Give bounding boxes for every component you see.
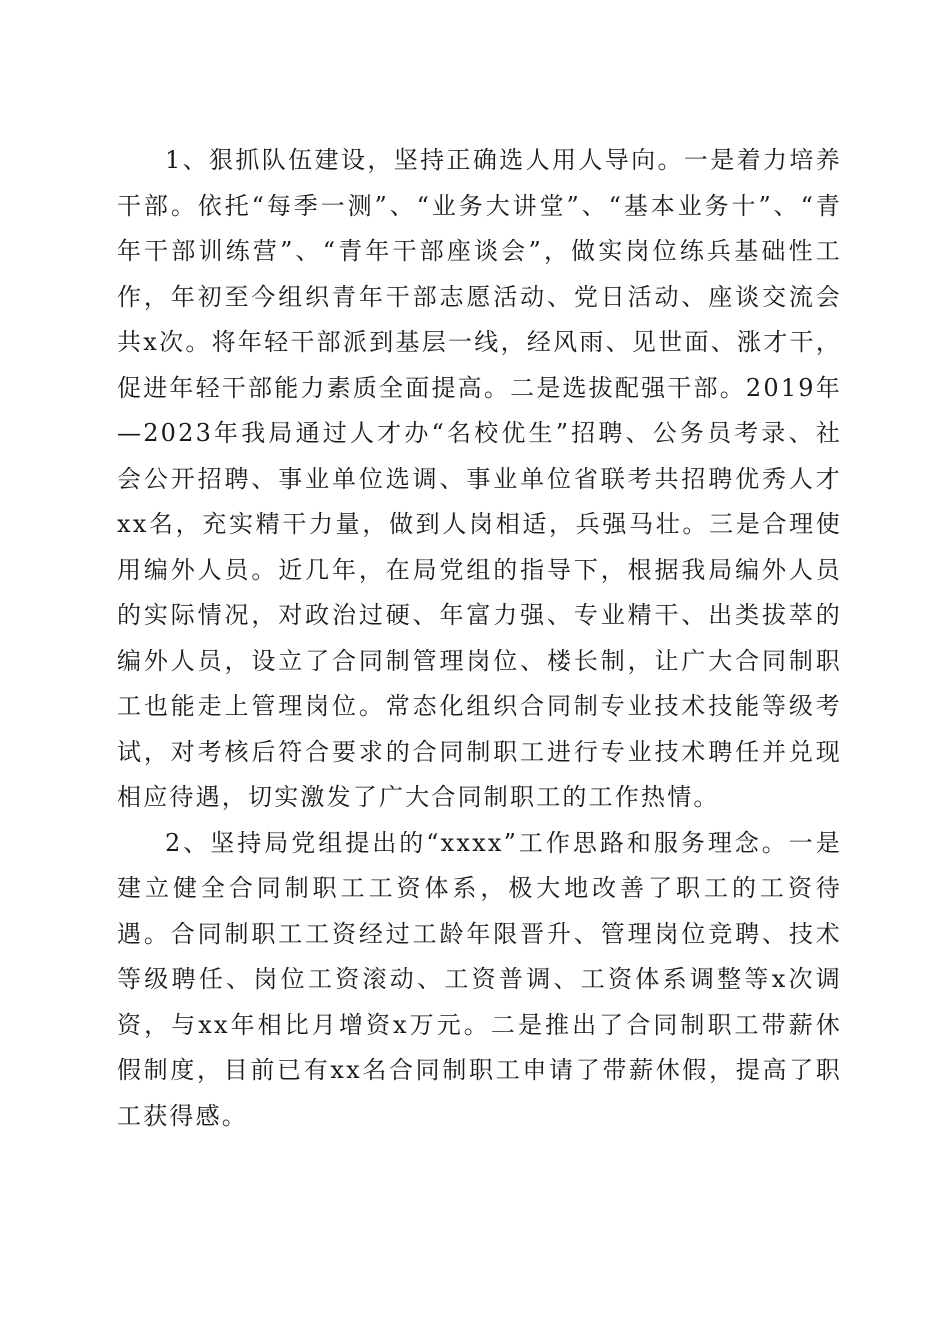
paragraph-work-philosophy: 2、坚持局党组提出的“xxxx”工作思路和服务理念。一是建立健全合同制职工工资体系，极大地改善了职工的工资待遇。合同制职工工资经过工龄年限晋升、管理岗位竞聘、技术等级聘任、岗位工资滚动、工资普调、工资体系调整等x次调资，与xx年相比月增资x万元。二是推出了合同制职工带薪休假制度，目前已有xx名合同制职工申请了带薪休假，提高了职工获得感。 [117,828,842,1130]
paragraph-team-building: 1、狠抓队伍建设，坚持正确选人用人导向。一是着力培养干部。依托“每季一测”、“业务大讲堂”、“基本业务十”、“青年干部训练营”、“青年干部座谈会”，做实岗位练兵基础性工作，年初至今组织青年干部志愿活动、党日活动、座谈交流会共x次。将年轻干部派到基层一线，经风雨、见世面、涨才干，促进年轻干部能力素质全面提高。二是选拔配强干部。2019年—2023年我局通过人才办“名校优生”招聘、公务员考录、社会公开招聘、事业单位选调、事业单位省联考共招聘优秀人才xx名，充实精干力量，做到人岗相适，兵强马壮。三是合理使用编外人员。近几年，在局党组的指导下，根据我局编外人员的实际情况，对政治过硬、年富力强、专业精干、出类拔萃的编外人员，设立了合同制管理岗位、楼长制，让广大合同制职工也能走上管理岗位。常态化组织合同制专业技术技能等级考试，对考核后符合要求的合同制职工进行专业技术聘任并兑现相应待遇，切实激发了广大合同制职工的工作热情。 [117,146,842,811]
document-body [117,138,842,1139]
